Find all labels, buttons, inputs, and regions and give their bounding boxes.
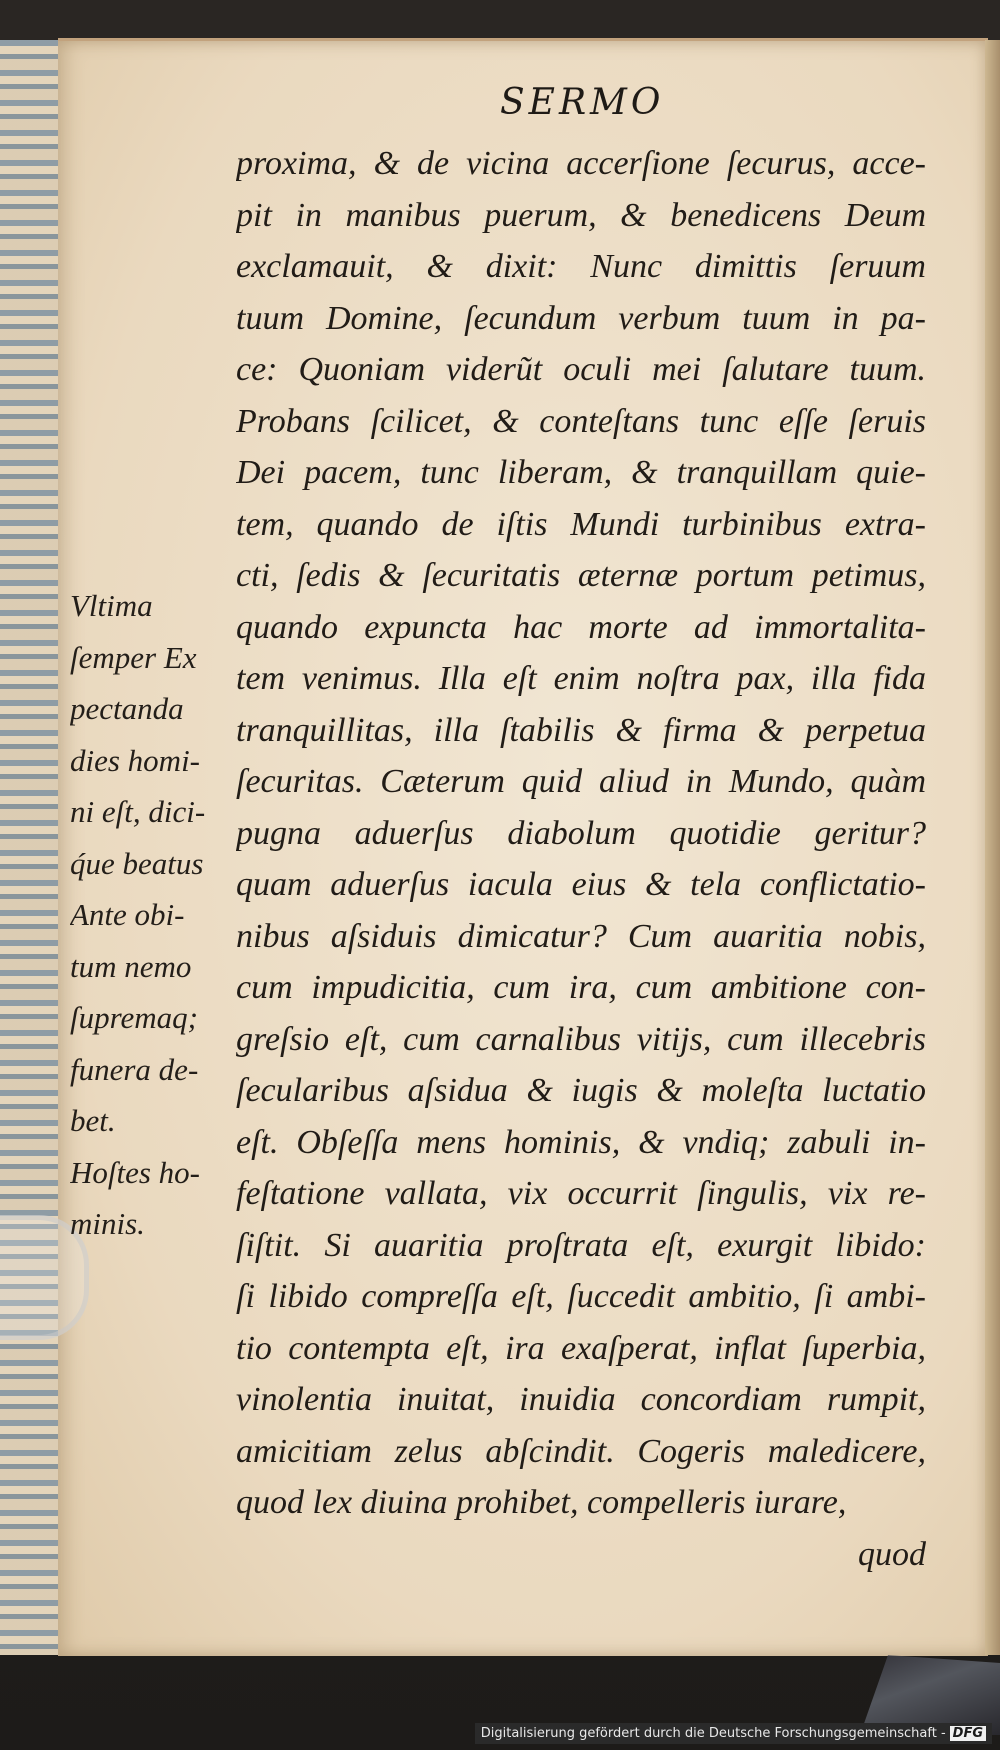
digitization-footer <box>475 1723 992 1744</box>
text-line: cti, ſedis & ſecuritatis æternæ portum petimus, <box>236 557 926 594</box>
text-line: tem, quando de iſtis Mundi turbinibus extra- <box>236 505 926 543</box>
margin-note-line: tum nemo <box>70 948 192 984</box>
text-line: tuum Domine, ſecundum verbum tuum in pa- <box>236 299 926 337</box>
text-line: cum impudicitia, cum ira, cum ambitione con- <box>236 969 926 1006</box>
text-line: Probans ſcilicet, & conteſtans tunc eſſe ſeruis <box>236 402 926 440</box>
text-line: quando expuncta hac morte ad immortalita- <box>236 608 926 646</box>
text-line: ſecularibus aſsidua & iugis & moleſta luctatio <box>236 1072 926 1109</box>
margin-note-line: pectanda <box>70 691 184 726</box>
text-line: ſi libido compreſſa eſt, ſuccedit ambitio, ſi ambi- <box>236 1278 926 1315</box>
margin-note-line: Vltima <box>70 588 153 623</box>
margin-note-line: bet. <box>70 1103 116 1138</box>
margin-note-line: ſemper Ex <box>70 639 197 675</box>
text-line: exclamauit, & dixit: Nunc dimittis ſeruum <box>236 248 926 285</box>
margin-note-line: q́ue beatus <box>70 845 204 881</box>
text-line: Dei pacem, tunc liberam, & tranquillam quie- <box>236 454 926 491</box>
text-line: greſsio eſt, cum carnalibus vitijs, cum illecebris <box>236 1020 926 1058</box>
book-fore-edge <box>0 40 64 1655</box>
text-line: pit in manibus puerum, & benedicens Deum <box>236 196 926 234</box>
margin-note-line: minis. <box>70 1206 145 1241</box>
text-line: vinolentia inuitat, inuidia concordiam rumpit, <box>236 1381 926 1418</box>
margin-notes <box>70 580 235 1250</box>
text-line: ce: Quoniam viderũt oculi mei ſalutare tuum. <box>236 351 926 388</box>
text-line: nibus aſsiduis dimicatur? Cum auaritia nobis, <box>236 917 926 955</box>
text-line: quod lex diuina prohibet, compelleris iurare, <box>236 1484 847 1521</box>
text-line: tem venimus. Illa eſt enim noſtra pax, illa fida <box>236 660 926 697</box>
margin-note-line: dies homi- <box>70 742 201 778</box>
margin-note-line: funera de- <box>70 1051 199 1087</box>
text-line: amicitiam zelus abſcindit. Cogeris maledicere, <box>236 1432 926 1470</box>
body-text <box>236 138 926 1580</box>
footer-text: Digitalisierung gefördert durch die Deutsche Forschungsgemeinschaft - <box>480 1726 946 1741</box>
margin-note-line: Hoſtes ho- <box>70 1154 201 1190</box>
text-line: tio contempta eſt, ira exaſperat, inflat ſuperbia, <box>236 1329 926 1367</box>
text-line: pugna aduerſus diabolum quotidie geritur? <box>236 814 926 852</box>
text-line: ſecuritas. Cæterum quid aliud in Mundo, quàm <box>236 763 926 800</box>
margin-note-line: ni eſt, dici- <box>70 794 206 829</box>
text-line: ſiſtit. Si auaritia proſtrata eſt, exurgit libido: <box>236 1226 926 1264</box>
text-line: quam aduerſus iacula eius & tela conflictatio- <box>236 866 926 903</box>
text-line: feſtatione vallata, vix occurrit ſingulis, vix re- <box>236 1175 926 1212</box>
text-line: tranquillitas, illa ſtabilis & firma & perpetua <box>236 711 926 749</box>
text-line: proxima, & de vicina accerſione ſecurus, acce- <box>236 145 926 182</box>
margin-note-line: Ante obi- <box>70 897 185 932</box>
dfg-logo: DFG <box>950 1726 986 1741</box>
text-line: eſt. Obſeſſa mens hominis, & vndiq; zabuli in- <box>236 1123 926 1161</box>
running-header: SERMO <box>500 82 665 123</box>
catchword: quod <box>858 1535 926 1573</box>
margin-note-line: ſupremaq; <box>70 1000 198 1035</box>
book-page-edge <box>985 40 1000 1655</box>
